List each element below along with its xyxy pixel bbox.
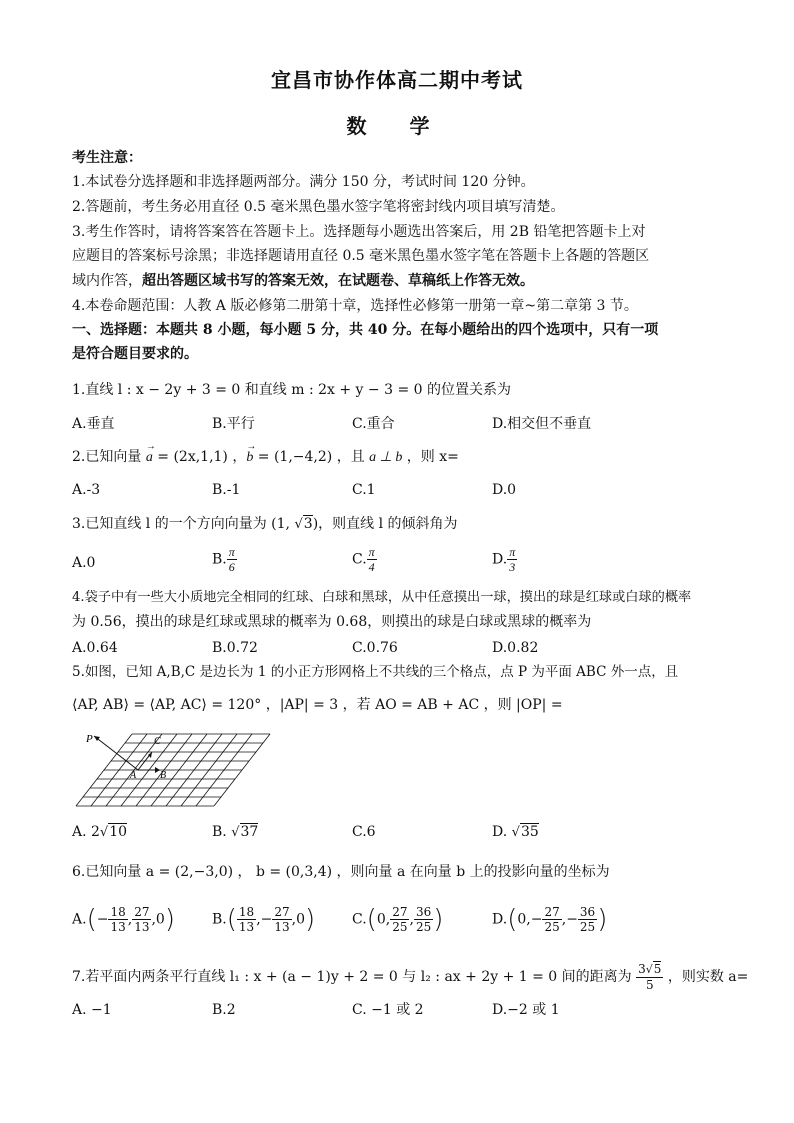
q6-c-num1: 27	[392, 905, 408, 919]
q3-stem: 3.已知直线 l 的一个方向向量为 (1, √3)，则直线 l 的倾斜角为	[72, 516, 458, 532]
q3-option-a: A.0	[72, 555, 96, 571]
exam-title: 宜昌市协作体高二期中考试	[271, 68, 523, 92]
q6-b-num1: 18	[238, 905, 255, 919]
q6-a-den2: 13	[134, 920, 150, 934]
q7-stem-suffix: ，则实数 a=	[663, 969, 749, 985]
q2-stem	[72, 447, 728, 468]
q1-option-a: A.垂直	[72, 416, 115, 432]
q7-frac-den: 5	[645, 978, 654, 992]
q2-vector-a: → a	[146, 448, 153, 468]
q5-option-b: B. √37	[212, 824, 259, 840]
q2-stem-ask: ，则 x=	[402, 449, 459, 465]
q5-option-d: D. √35	[492, 824, 539, 840]
q6-option-d-label: D.	[492, 911, 508, 928]
q6-b-zero: 0	[296, 911, 306, 928]
q6-option-a: A.(− $\frac{18}{13}$ , $\frac{27}{13}$ ,0)	[72, 904, 175, 935]
q6-d-den2: 25	[579, 920, 596, 934]
q2-option-a: A.-3	[72, 482, 101, 498]
q5-label-p: P	[86, 733, 93, 745]
q3-option-c-den: 4	[368, 560, 375, 574]
q7-frac-coef: 3	[638, 962, 646, 976]
q1-option-c: C.重合	[352, 416, 395, 432]
q6-b-minus: −	[260, 911, 273, 928]
q6-a-zero: 0	[155, 911, 165, 928]
q6-a-num1: 18	[110, 905, 126, 919]
q2-option-b: B.-1	[212, 482, 241, 498]
q6-option-d: D.(0,− $\frac{27}{25}$ ,− $\frac{36}{25}$ )	[492, 904, 608, 935]
q3-option-d-den: 3	[509, 560, 516, 574]
q5-option-b-label: B.	[212, 824, 232, 840]
q4-stem: 4.袋子中有一些大小质地完全相同的红球、白球和黑球，从中任意摸出一球，摸出的球是红球或白球的概率	[72, 590, 692, 605]
notice-heading: 考生注意：	[72, 150, 142, 166]
q3-option-b	[212, 545, 237, 574]
q6-d-zero: 0	[517, 911, 527, 928]
q6-c-den2: 25	[415, 920, 432, 934]
q6-b-num2: 27	[274, 905, 290, 919]
q2-option-c: C.1	[352, 482, 376, 498]
q6-stem: 6.已知向量 a = (2,−3,0) ， b = (0,3,4) ，则向量 a 在向量 b 上的投影向量的坐标为	[72, 864, 610, 880]
notice-item-2: 2.答题前，考生务必用直径 0.5 毫米黑色墨水签字笔将密封线内项目填写清楚。	[72, 199, 565, 215]
notice-item-3: 3.考生作答时，请将答案答在答题卡上。选择题每小题选出答案后，用 2B 铅笔把答题卡上对	[72, 224, 646, 240]
q5-option-a: A. 2√10	[72, 824, 128, 840]
q3-option-c-num: π	[368, 545, 375, 559]
q5-option-d-radicand: 35	[520, 824, 539, 840]
notice-item-3-end	[72, 271, 728, 291]
q3-option-d-label: D.	[492, 551, 508, 568]
q2-perpendicular: a ⊥ b	[369, 450, 403, 465]
q6-option-c: C.(0, $\frac{27}{25}$ , $\frac{36}{25}$ )	[352, 904, 444, 935]
notice-item-3-prefix: 域内作答，	[72, 273, 142, 289]
q6-d-minus2: −	[566, 911, 578, 928]
q6-option-b: B.( $\frac{18}{13}$ ,− $\frac{27}{13}$ ,0)	[212, 904, 316, 935]
q3-option-d-num: π	[509, 545, 516, 559]
q7-option-b: B.2	[212, 1002, 236, 1018]
q6-option-b-label: B.	[212, 911, 227, 928]
q6-b-den1: 13	[238, 920, 255, 934]
q7-option-a: A. −1	[72, 1002, 112, 1018]
q7-option-c: C. −1 或 2	[352, 1002, 424, 1018]
q5-label-c: C	[154, 736, 161, 747]
q6-d-minus1: −	[530, 911, 543, 928]
q5-grid-figure	[72, 728, 272, 808]
section1-heading-cont: 是符合题目要求的。	[72, 346, 198, 362]
notice-item-1: 1.本试卷分选择题和非选择题两部分。满分 150 分，考试时间 120 分钟。	[72, 174, 535, 190]
q4-stem-cont: 为 0.56，摸出的球是红球或黑球的概率为 0.68，则摸出的球是白球或黑球的概率为	[72, 614, 592, 630]
q5-option-c: C.6	[352, 824, 376, 840]
q3-sqrt-radicand: 3	[303, 516, 313, 532]
q6-b-den2: 13	[274, 920, 290, 934]
q3-option-b-den: 6	[228, 560, 235, 574]
notice-item-3-cont: 应题目的答案标号涂黑；非选择题请用直径 0.5 毫米黑色墨水签字笔在答题卡上各题的答题区	[72, 248, 650, 264]
q6-d-den1: 25	[544, 920, 560, 934]
q5-stem: 5.如图，已知 A,B,C 是边长为 1 的小正方形网格上不共线的三个格点，点 P 为平面 ABC 外一点，且	[72, 664, 679, 680]
section1-heading: 一、选择题：本题共 8 小题，每小题 5 分，共 40 分。在每小题给出的四个选项中，只有一项	[72, 322, 659, 338]
q4-option-a: A.0.64	[72, 640, 118, 656]
q7-stem-prefix: 7.若平面内两条平行直线 l₁ : x + (a − 1)y + 2 = 0 与 l₂ : ax + 2y + 1 = 0 间的距离为	[72, 969, 637, 985]
q6-option-c-label: C.	[352, 911, 367, 928]
q2-vector-b: → b	[246, 448, 253, 468]
q2-option-d: D.0	[492, 482, 517, 498]
q6-a-num2: 27	[134, 905, 150, 919]
q7-option-d: D.−2 或 1	[492, 1002, 560, 1018]
q1-option-b: B.平行	[212, 416, 255, 432]
q6-d-num2: 36	[579, 905, 596, 919]
q5-option-a-radicand: 10	[109, 824, 128, 840]
q3-option-b-label: B.	[212, 551, 227, 568]
q6-a-den1: 13	[110, 920, 126, 934]
q1-stem: 1.直线 l : x − 2y + 3 = 0 和直线 m : 2x + y − 3 = 0 的位置关系为	[72, 382, 511, 398]
q5-label-a: A	[130, 770, 137, 781]
q3-option-b-num: π	[228, 545, 235, 559]
q6-c-den1: 25	[392, 920, 408, 934]
q7-frac-radicand: 5	[653, 962, 662, 976]
q5-option-a-label: A. 2	[72, 824, 100, 840]
q5-option-d-label: D.	[492, 824, 512, 840]
notice-item-4: 4.本卷命题范围：人教 A 版必修第二册第十章，选择性必修第一册第一章~第二章第 3 节。	[72, 298, 638, 314]
subject-title: 数 学	[346, 114, 448, 138]
q6-c-zero: 0	[376, 911, 386, 928]
q2-stem-prefix: 2.已知向量	[72, 449, 146, 465]
q5-stem-cont: ⟨AP, AB⟩ = ⟨AP, AC⟩ = 120° ，|AP| = 3 ，若 AO = AB + AC ，则 |OP| =	[72, 697, 563, 713]
q5-option-b-radicand: 37	[240, 824, 259, 840]
q7-stem: 7.若平面内两条平行直线 l₁ : x + (a − 1)y + 2 = 0 与 l₂ : ax + 2y + 1 = 0 间的距离为 $\frac{3√5}{5}$ ，则实数 a=	[72, 962, 749, 992]
q4-option-d: D.0.82	[492, 640, 539, 656]
q5-label-b: B	[160, 770, 167, 781]
q1-option-d: D.相交但不垂直	[492, 416, 592, 432]
q3-option-d	[492, 545, 517, 574]
q4-option-c: C.0.76	[352, 640, 398, 656]
q4-option-b: B.0.72	[212, 640, 258, 656]
q6-c-num2: 36	[415, 905, 432, 919]
notice-item-3-bold: 超出答题区域书写的答案无效，在试题卷、草稿纸上作答无效。	[142, 273, 534, 289]
q6-option-a-label: A.	[72, 911, 87, 928]
q2-stem-a-value: = (2x,1,1) ，	[152, 449, 247, 465]
q3-stem-prefix: 3.已知直线 l 的一个方向向量为 (1,	[72, 516, 295, 532]
q6-a-minus: −	[96, 911, 109, 928]
q3-stem-suffix: )，则直线 l 的倾斜角为	[312, 516, 458, 532]
q6-d-num1: 27	[544, 905, 560, 919]
q2-stem-b-value: = (1,−4,2) ，且	[253, 449, 370, 465]
q3-option-c	[352, 545, 377, 574]
q3-option-c-label: C.	[352, 551, 367, 568]
